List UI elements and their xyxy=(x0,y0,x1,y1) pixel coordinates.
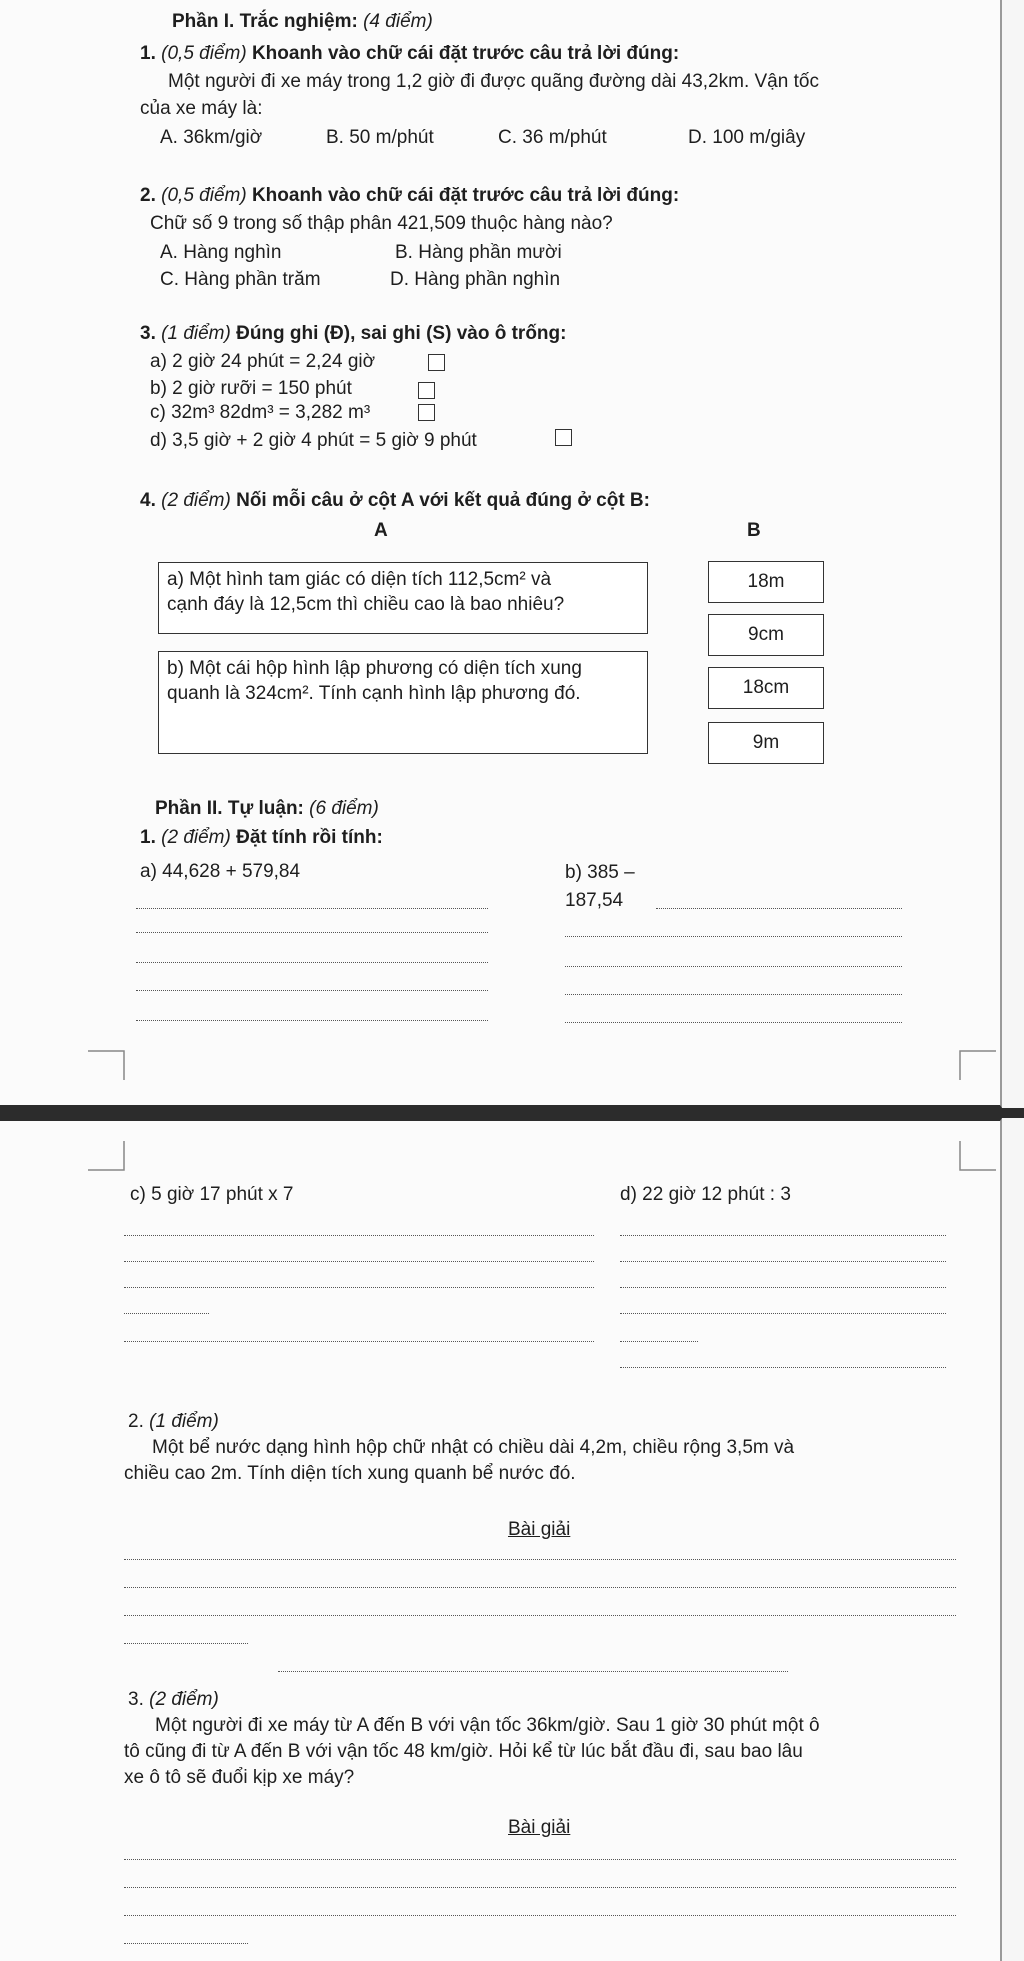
q1-option-c[interactable]: C. 36 m/phút xyxy=(498,127,607,148)
column-a-item-a-text: a) Một hình tam giác có diện tích 112,5cm² và cạnh đáy là 12,5cm thì chiều cao là bao nhiêu? xyxy=(167,569,565,615)
answer-line[interactable] xyxy=(124,1261,594,1262)
answer-line[interactable] xyxy=(565,966,902,967)
q3-item-d: d) 3,5 giờ + 2 giờ 4 phút = 5 giờ 9 phút xyxy=(150,430,477,451)
answer-line[interactable] xyxy=(620,1235,946,1236)
q1-option-a[interactable]: A. 36km/giờ xyxy=(160,127,263,148)
answer-line[interactable] xyxy=(124,1313,209,1314)
solution-label: Bài giải xyxy=(508,1817,571,1838)
question-2-problem: Một bể nước dạng hình hộp chữ nhật có chiều dài 4,2m, chiều rộng 3,5m và xyxy=(152,1437,795,1458)
crop-mark-icon xyxy=(958,1050,996,1080)
answer-line[interactable] xyxy=(124,1943,248,1944)
answer-line[interactable] xyxy=(565,936,902,937)
q3-answer-box-a[interactable] xyxy=(428,354,445,371)
q2-option-b[interactable]: B. Hàng phần mười xyxy=(395,242,562,263)
answer-line[interactable] xyxy=(124,1341,594,1342)
column-b-option-1[interactable]: 18m xyxy=(708,561,824,603)
answer-line[interactable] xyxy=(620,1367,946,1368)
q3-answer-box-d[interactable] xyxy=(555,429,572,446)
answer-line[interactable] xyxy=(136,908,488,909)
answer-line[interactable] xyxy=(124,1235,594,1236)
column-b-option-2[interactable]: 9cm xyxy=(708,614,824,656)
part1-heading: Phần I. Trắc nghiệm: (4 điểm) xyxy=(172,11,433,32)
part2-question-3-heading: 3. (2 điểm) xyxy=(128,1689,219,1710)
answer-line[interactable] xyxy=(136,1020,488,1021)
q2-option-a[interactable]: A. Hàng nghìn xyxy=(160,242,282,263)
solution-label: Bài giải xyxy=(508,1519,571,1540)
q2-option-c[interactable]: C. Hàng phần trăm xyxy=(160,269,321,290)
calc-a: a) 44,628 + 579,84 xyxy=(140,861,301,882)
answer-line[interactable] xyxy=(124,1615,956,1616)
answer-line[interactable] xyxy=(620,1313,946,1314)
calc-c: c) 5 giờ 17 phút x 7 xyxy=(130,1184,294,1205)
q3-answer-box-c[interactable] xyxy=(418,404,435,421)
answer-line[interactable] xyxy=(124,1559,956,1560)
calc-d: d) 22 giờ 12 phút : 3 xyxy=(620,1184,791,1205)
answer-line[interactable] xyxy=(124,1587,956,1588)
answer-line[interactable] xyxy=(136,932,488,933)
column-a-item-b[interactable] xyxy=(158,651,648,754)
column-a-item-b-text: b) Một cái hộp hình lập phương có diện tích xung quanh là 324cm². Tính cạnh hình lập phương đó. xyxy=(167,658,582,704)
question-3-problem-2: tô cũng đi từ A đến B với vận tốc 48 km/giờ. Hỏi kể từ lúc bắt đầu đi, sau bao lâu xyxy=(124,1741,803,1762)
question-2-heading: 2. (0,5 điểm) Khoanh vào chữ cái đặt trước câu trả lời đúng: xyxy=(140,185,680,206)
answer-line[interactable] xyxy=(136,962,488,963)
question-1-text-2: của xe máy là: xyxy=(140,98,263,119)
q3-item-c: c) 32m³ 82dm³ = 3,282 m³ xyxy=(150,402,371,423)
q1-option-d[interactable]: D. 100 m/giây xyxy=(688,127,806,148)
part2-question-2-heading: 2. (1 điểm) xyxy=(128,1411,219,1432)
column-b-option-3[interactable]: 18cm xyxy=(708,667,824,709)
question-2-text: Chữ số 9 trong số thập phân 421,509 thuộc hàng nào? xyxy=(150,213,613,234)
question-3-problem: Một người đi xe máy từ A đến B với vận tốc 36km/giờ. Sau 1 giờ 30 phút một ô xyxy=(155,1715,820,1736)
q1-option-b[interactable]: B. 50 m/phút xyxy=(326,127,434,148)
column-b-option-4[interactable]: 9m xyxy=(708,722,824,764)
part2-heading: Phần II. Tự luận: (6 điểm) xyxy=(155,798,379,819)
answer-line[interactable] xyxy=(136,990,488,991)
q3-item-b: b) 2 giờ rưỡi = 150 phút xyxy=(150,378,352,399)
answer-line[interactable] xyxy=(620,1341,698,1342)
answer-line[interactable] xyxy=(565,1022,902,1023)
calc-b-line2: 187,54 xyxy=(565,890,624,911)
column-b-label: B xyxy=(747,520,761,541)
q3-answer-box-b[interactable] xyxy=(418,382,435,399)
answer-line[interactable] xyxy=(124,1887,956,1888)
calc-b-line1: b) 385 – xyxy=(565,862,635,883)
worksheet-page-2 xyxy=(0,1118,1002,1961)
question-3-heading: 3. (1 điểm) Đúng ghi (Đ), sai ghi (S) vào ô trống: xyxy=(140,323,567,344)
answer-line[interactable] xyxy=(620,1261,946,1262)
part2-question-1-heading: 1. (2 điểm) Đặt tính rồi tính: xyxy=(140,827,383,848)
answer-line[interactable] xyxy=(656,908,902,909)
crop-mark-icon xyxy=(88,1050,126,1080)
crop-mark-icon xyxy=(958,1141,996,1171)
question-1-heading: 1. (0,5 điểm) Khoanh vào chữ cái đặt trước câu trả lời đúng: xyxy=(140,43,680,64)
answer-line[interactable] xyxy=(124,1915,956,1916)
question-3-problem-3: xe ô tô sẽ đuổi kịp xe máy? xyxy=(124,1767,355,1788)
question-2-problem-2: chiều cao 2m. Tính diện tích xung quanh bể nước đó. xyxy=(124,1463,576,1484)
page-separator xyxy=(0,1108,1024,1118)
question-1-text: Một người đi xe máy trong 1,2 giờ đi được quãng đường dài 43,2km. Vận tốc xyxy=(168,71,819,92)
column-a-item-a[interactable] xyxy=(158,562,648,634)
answer-line[interactable] xyxy=(278,1671,788,1672)
answer-line[interactable] xyxy=(124,1859,956,1860)
q2-option-d[interactable]: D. Hàng phần nghìn xyxy=(390,269,561,290)
answer-line[interactable] xyxy=(565,994,902,995)
answer-line[interactable] xyxy=(124,1287,594,1288)
question-4-heading: 4. (2 điểm) Nối mỗi câu ở cột A với kết quả đúng ở cột B: xyxy=(140,490,650,511)
crop-mark-icon xyxy=(88,1141,126,1171)
q3-item-a: a) 2 giờ 24 phút = 2,24 giờ xyxy=(150,351,376,372)
answer-line[interactable] xyxy=(124,1643,248,1644)
column-a-label: A xyxy=(374,520,388,541)
answer-line[interactable] xyxy=(620,1287,946,1288)
